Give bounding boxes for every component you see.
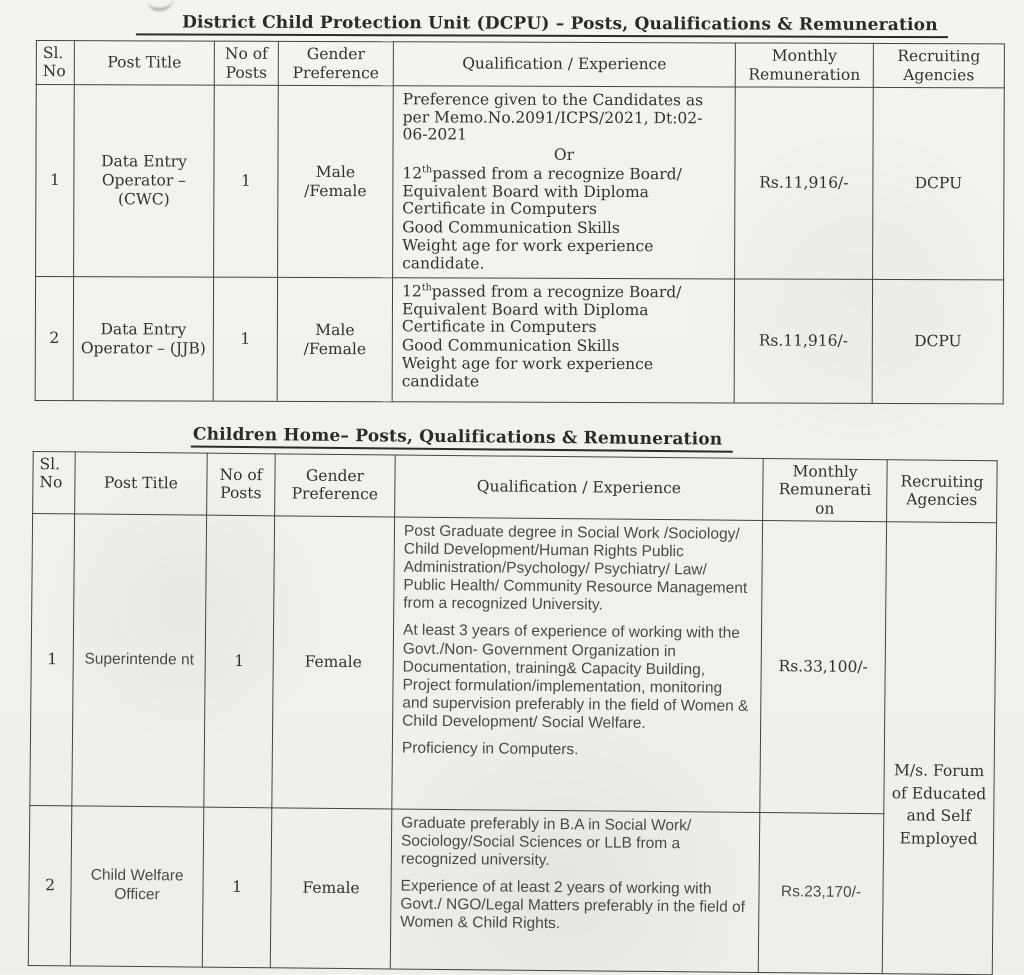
cell-remuneration: Rs.11,916/- <box>735 87 874 279</box>
ch-header-remuneration: Monthly Remunerati on <box>763 459 888 522</box>
cell-post-title: Superintende nt <box>72 514 207 807</box>
cell-remuneration: Rs.33,100/- <box>760 520 887 813</box>
cell-gender: Female <box>270 808 392 969</box>
qual-grade-text: passed from a recognize Board/ Equivalent Board with Diploma Certificate in Computers <box>401 282 682 336</box>
dcpu-header-sl-no: Sl. No <box>36 41 74 85</box>
children-home-table-title-text: Children Home– Posts, Qualifications & Remuneration <box>191 425 733 453</box>
dcpu-table <box>35 40 1005 404</box>
dcpu-header-gender: Gender Preference <box>278 41 393 85</box>
children-home-table-title <box>191 425 1000 456</box>
dcpu-header-post-title: Post Title <box>74 41 214 85</box>
dcpu-header-remuneration: Monthly Remuneration <box>735 43 873 87</box>
cell-no-of-posts: 1 <box>204 515 275 808</box>
qual-paragraph-experience: At least 3 years of experience of working with the Govt./Non- Government Organization in Documentation, training& Capacity Building, Project formulation/implementation, monitoring and supervision preferably in the field of Women & Child Development/ Social Welfare. <box>402 622 749 732</box>
cell-remuneration: Rs.23,170/- <box>758 812 884 973</box>
ch-header-agencies: Recruiting Agencies <box>887 460 998 523</box>
cell-gender: Male /Female <box>278 85 394 277</box>
cell-post-title: Data Entry Operator – (JJB) <box>73 277 213 401</box>
dcpu-table-title <box>36 12 1004 38</box>
cell-sl-no: 1 <box>30 513 75 805</box>
dcpu-row-jjb <box>35 277 1003 404</box>
qual-weightage-line: Weight age for work experience candidate. <box>402 236 654 273</box>
dcpu-header-agencies: Recruiting Agencies <box>873 43 1004 87</box>
dcpu-row-cwc <box>36 85 1005 280</box>
qual-grade-ordinal: th <box>421 282 432 294</box>
cell-sl-no: 1 <box>36 85 75 277</box>
cell-no-of-posts: 1 <box>202 807 272 968</box>
qual-paragraph-experience: Experience of at least 2 years of working with Govt./ NGO/Legal Matters preferably in the field of Women & Child Rights. <box>400 877 746 933</box>
cell-qualification <box>392 278 734 403</box>
children-home-table <box>28 451 998 975</box>
dcpu-header-no-of-posts: No of Posts <box>214 41 278 85</box>
cell-post-title: Child Welfare Officer <box>70 806 204 967</box>
cell-gender: Female <box>272 516 395 809</box>
children-home-row-welfare-officer <box>28 805 993 974</box>
dcpu-section <box>35 12 1004 404</box>
cell-agency: DCPU <box>872 279 1003 403</box>
ch-header-sl-no: Sl. No <box>33 452 76 514</box>
cell-remuneration: Rs.11,916/- <box>734 279 872 403</box>
dcpu-table-title-text: District Child Protection Unit (DCPU) – Posts, Qualifications & Remuneration <box>136 12 948 38</box>
qual-skills-line: Good Communication Skills <box>401 335 620 355</box>
qual-skills-line: Good Communication Skills <box>402 217 620 237</box>
cell-qualification <box>392 517 763 813</box>
cell-post-title: Data Entry Operator – (CWC) <box>74 85 215 277</box>
qual-grade-ordinal: th <box>422 164 433 176</box>
cell-sl-no: 2 <box>28 805 72 965</box>
qual-grade-line <box>402 283 725 337</box>
children-home-section <box>28 423 1000 975</box>
ch-header-no-of-posts: No of Posts <box>207 453 276 515</box>
qual-weightage-line: Weight age for work experience candidate <box>401 354 654 391</box>
qual-grade-number: 12 <box>401 282 422 301</box>
cell-agency: DCPU <box>873 87 1005 279</box>
qual-paragraph-computers: Proficiency in Computers. <box>401 739 579 759</box>
scan-artifact <box>148 0 174 11</box>
qual-paragraph-degree: Post Graduate degree in Social Work /Sociology/ Child Development/Human Rights Public Administration/Psychology/ Psychiatry/ Law/ Public Health/ Community Resource Management from a recognized University. <box>403 522 748 614</box>
qual-grade-number: 12 <box>402 164 423 183</box>
qual-paragraph-degree: Graduate preferably in B.A in Social Work/ Sociology/Social Sciences or LLB from a recognized university. <box>400 814 692 870</box>
cell-sl-no: 2 <box>35 277 73 401</box>
qual-preference-note: Preference given to the Candidates as per Memo.No.2091/ICPS/2021, Dt:02-06-2021 <box>402 90 704 144</box>
qual-or-separator: Or <box>553 145 575 164</box>
dcpu-header-qualification: Qualification / Experience <box>393 42 735 87</box>
dcpu-header-row <box>36 41 1004 88</box>
children-home-header-row <box>33 452 998 523</box>
cell-gender: Male /Female <box>277 277 392 401</box>
cell-agency-merged: M/s. Forum of Educated and Self Employed <box>882 522 996 975</box>
qual-grade-text: passed from a recognize Board/ Equivalent Board with Diploma Certificate in Computers <box>402 164 682 218</box>
scanned-document-page <box>0 12 1024 974</box>
children-home-row-superintendent <box>30 513 997 814</box>
cell-no-of-posts: 1 <box>214 85 279 277</box>
cell-qualification <box>393 86 736 279</box>
cell-no-of-posts: 1 <box>213 277 277 401</box>
cell-qualification <box>390 809 760 973</box>
ch-header-gender: Gender Preference <box>275 454 396 517</box>
ch-header-post-title: Post Title <box>75 452 208 515</box>
ch-header-qualification: Qualification / Experience <box>395 455 764 520</box>
qual-grade-line <box>402 165 725 219</box>
